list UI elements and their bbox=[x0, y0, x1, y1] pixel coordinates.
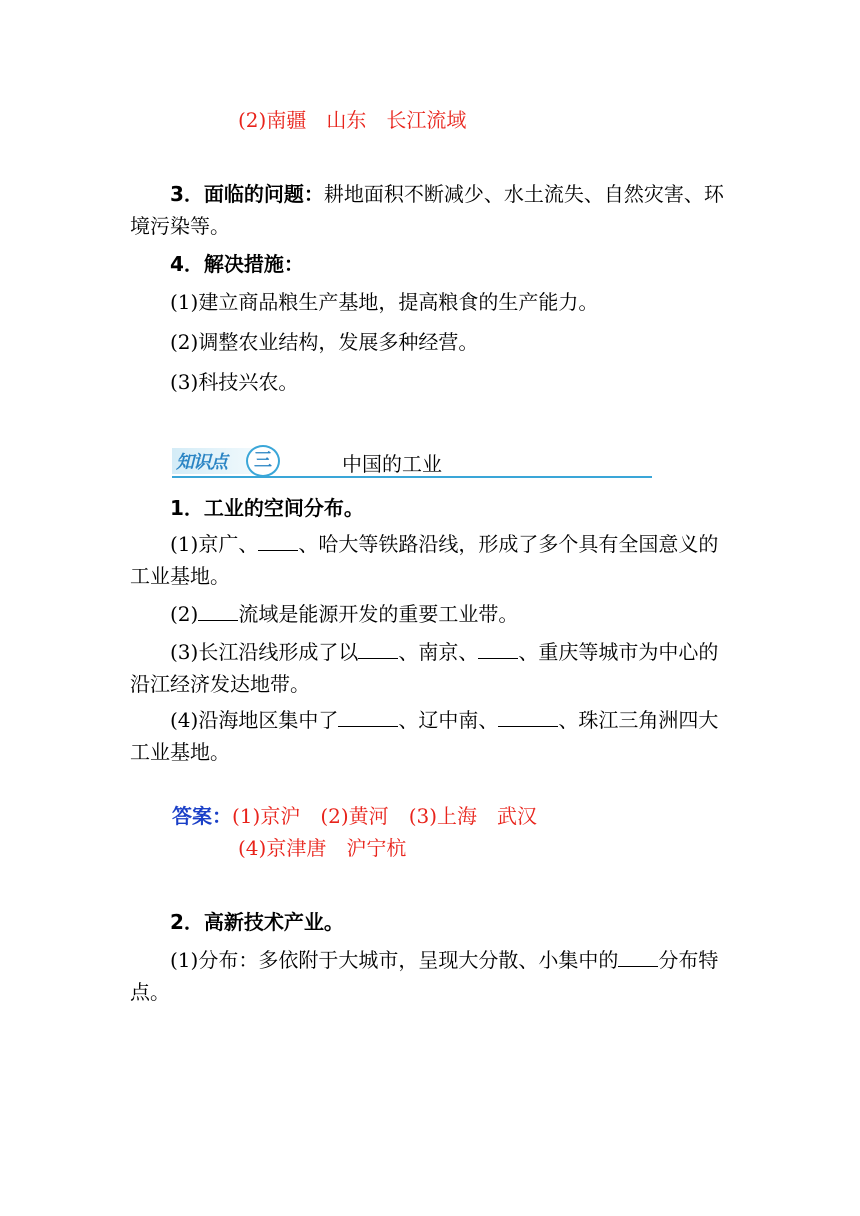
paragraph-text: 、珠江三角洲四大工业基地。 bbox=[130, 708, 719, 764]
answer-text: (2)黄河 bbox=[320, 804, 389, 828]
industry-q1-p1 bbox=[130, 528, 730, 592]
hightech-p1 bbox=[130, 944, 730, 1008]
fill-blank bbox=[338, 708, 398, 727]
paragraph-text: (2) bbox=[170, 602, 199, 626]
badge-number-circle: 三 bbox=[246, 445, 280, 477]
item-heading: 1．工业的空间分布。 bbox=[170, 496, 364, 520]
section-title: 中国的工业 bbox=[342, 452, 442, 476]
answer-block bbox=[172, 800, 537, 829]
paragraph-text: 、南京、 bbox=[398, 640, 479, 664]
industry-q1-heading bbox=[130, 492, 730, 524]
paragraph-text: (3)长江沿线形成了以 bbox=[170, 640, 359, 664]
answer-text: 山东 bbox=[326, 108, 367, 132]
item-heading: 4．解决措施： bbox=[170, 252, 304, 276]
paragraph-text: 、重庆等城市为中心的沿江经济发达地带。 bbox=[130, 640, 719, 696]
fill-blank bbox=[478, 640, 518, 659]
answer-label: 答案： bbox=[172, 804, 232, 828]
knowledge-point-badge: 知识点 bbox=[176, 452, 227, 473]
paragraph-text: (1)分布：多依附于大城市，呈现大分散、小集中的 bbox=[170, 948, 619, 972]
item-heading: 2．高新技术产业。 bbox=[170, 910, 344, 934]
industry-q1-p2 bbox=[130, 598, 730, 630]
measure-3: (3)科技兴农。 bbox=[170, 370, 299, 394]
paragraph-text: (1)京广、 bbox=[170, 532, 259, 556]
paragraph-text: 、哈大等铁路沿线，形成了多个具有全国意义的工业基地。 bbox=[130, 532, 719, 588]
paragraph-text: 流域是能源开发的重要工业带。 bbox=[238, 602, 519, 626]
answer-text: 长江流域 bbox=[386, 108, 467, 132]
fill-blank bbox=[258, 532, 298, 551]
fill-blank bbox=[498, 708, 558, 727]
section-banner bbox=[172, 440, 652, 478]
paragraph-text: (4)沿海地区集中了 bbox=[170, 708, 339, 732]
fill-blank bbox=[618, 948, 658, 967]
answer-text: (2)南疆 bbox=[238, 108, 307, 132]
measures-heading bbox=[130, 248, 730, 280]
answer-text: (3)上海 bbox=[408, 804, 478, 828]
answer-text: 沪宁杭 bbox=[346, 836, 407, 860]
answer-text: (4)京津唐 bbox=[238, 836, 327, 860]
answer-line-2 bbox=[238, 104, 466, 133]
fill-blank bbox=[358, 640, 398, 659]
fill-blank bbox=[198, 602, 238, 621]
item-heading: 3．面临的问题： bbox=[170, 182, 324, 206]
banner-rule bbox=[172, 476, 652, 478]
industry-q1-p4 bbox=[130, 704, 730, 768]
paragraph-text: 、辽中南、 bbox=[398, 708, 499, 732]
paragraph-text: 耕地面积不断减少、水土流失、自然灾害、环境污染等。 bbox=[130, 182, 724, 238]
paragraph-text: 分布特点。 bbox=[130, 948, 719, 1004]
answer-text: 武汉 bbox=[497, 804, 538, 828]
measure-1: (1)建立商品粮生产基地，提高粮食的生产能力。 bbox=[170, 290, 599, 314]
industry-q1-p3 bbox=[130, 636, 730, 700]
answer-text: (1)京沪 bbox=[232, 804, 301, 828]
hightech-heading bbox=[130, 906, 730, 938]
answer-line-2b bbox=[238, 832, 406, 861]
problems-paragraph bbox=[130, 178, 730, 242]
measure-2: (2)调整农业结构，发展多种经营。 bbox=[170, 330, 479, 354]
